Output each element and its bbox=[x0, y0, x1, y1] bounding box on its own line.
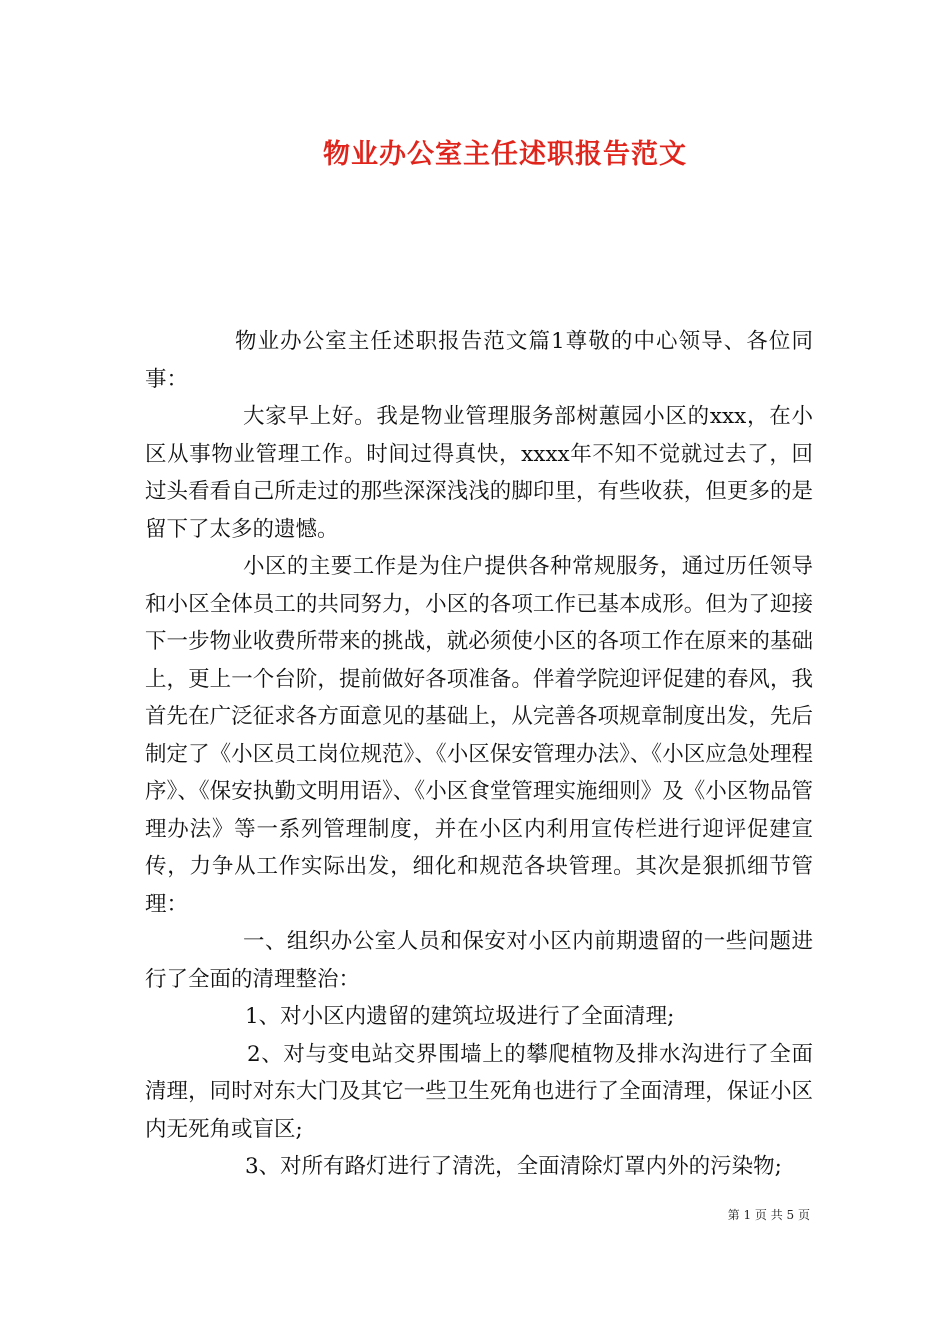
paragraph-item-1: 1、对小区内遗留的建筑垃圾进行了全面清理; bbox=[245, 1004, 675, 1029]
paragraph-intro: 大家早上好。我是物业管理服务部树蕙园小区的xxx，在小区从事物业管理工作。时间过得真快，xxxx年不知不觉就过去了，回过头看看自己所走过的那些深深浅浅的脚印里，有些收获，但更多的是留下了太多的遗憾。 bbox=[145, 404, 813, 542]
document-body bbox=[145, 323, 813, 1186]
paragraph-item-2: 2、对与变电站交界围墙上的攀爬植物及排水沟进行了全面清理，同时对东大门及其它一些卫生死角也进行了全面清理，保证小区内无死角或盲区; bbox=[145, 1041, 813, 1142]
paragraph-section-one: 一、组织办公室人员和保安对小区内前期遗留的一些问题进行了全面的清理整治： bbox=[145, 929, 813, 992]
paragraph-greeting: 物业办公室主任述职报告范文篇1尊敬的中心领导、各位同事： bbox=[145, 329, 813, 392]
page-number: 第 1 页 共 5 页 bbox=[727, 1208, 810, 1222]
paragraph-main-work: 小区的主要工作是为住户提供各种常规服务，通过历任领导和小区全体员工的共同努力，小区的各项工作已基本成形。但为了迎接下一步物业收费所带来的挑战，就必须使小区的各项工作在原来的基础上，更上一个台阶，提前做好各项准备。伴着学院迎评促建的春风，我首先在广泛征求各方面意见的基础上，从完善各项规章制度出发，先后制定了《小区员工岗位规范》、《小区保安管理办法》、《小区应急处理程序》、《保安执勤文明用语》、《小区食堂管理实施细则》及《小区物品管理办法》等一系列管理制度，并在小区内利用宣传栏进行迎评促建宣传，力争从工作实际出发，细化和规范各块管理。其次是狠抓细节管理： bbox=[145, 554, 813, 917]
document-title: 物业办公室主任述职报告范文 bbox=[323, 139, 687, 170]
paragraph-item-3: 3、对所有路灯进行了清洗，全面清除灯罩内外的污染物; bbox=[245, 1154, 782, 1179]
